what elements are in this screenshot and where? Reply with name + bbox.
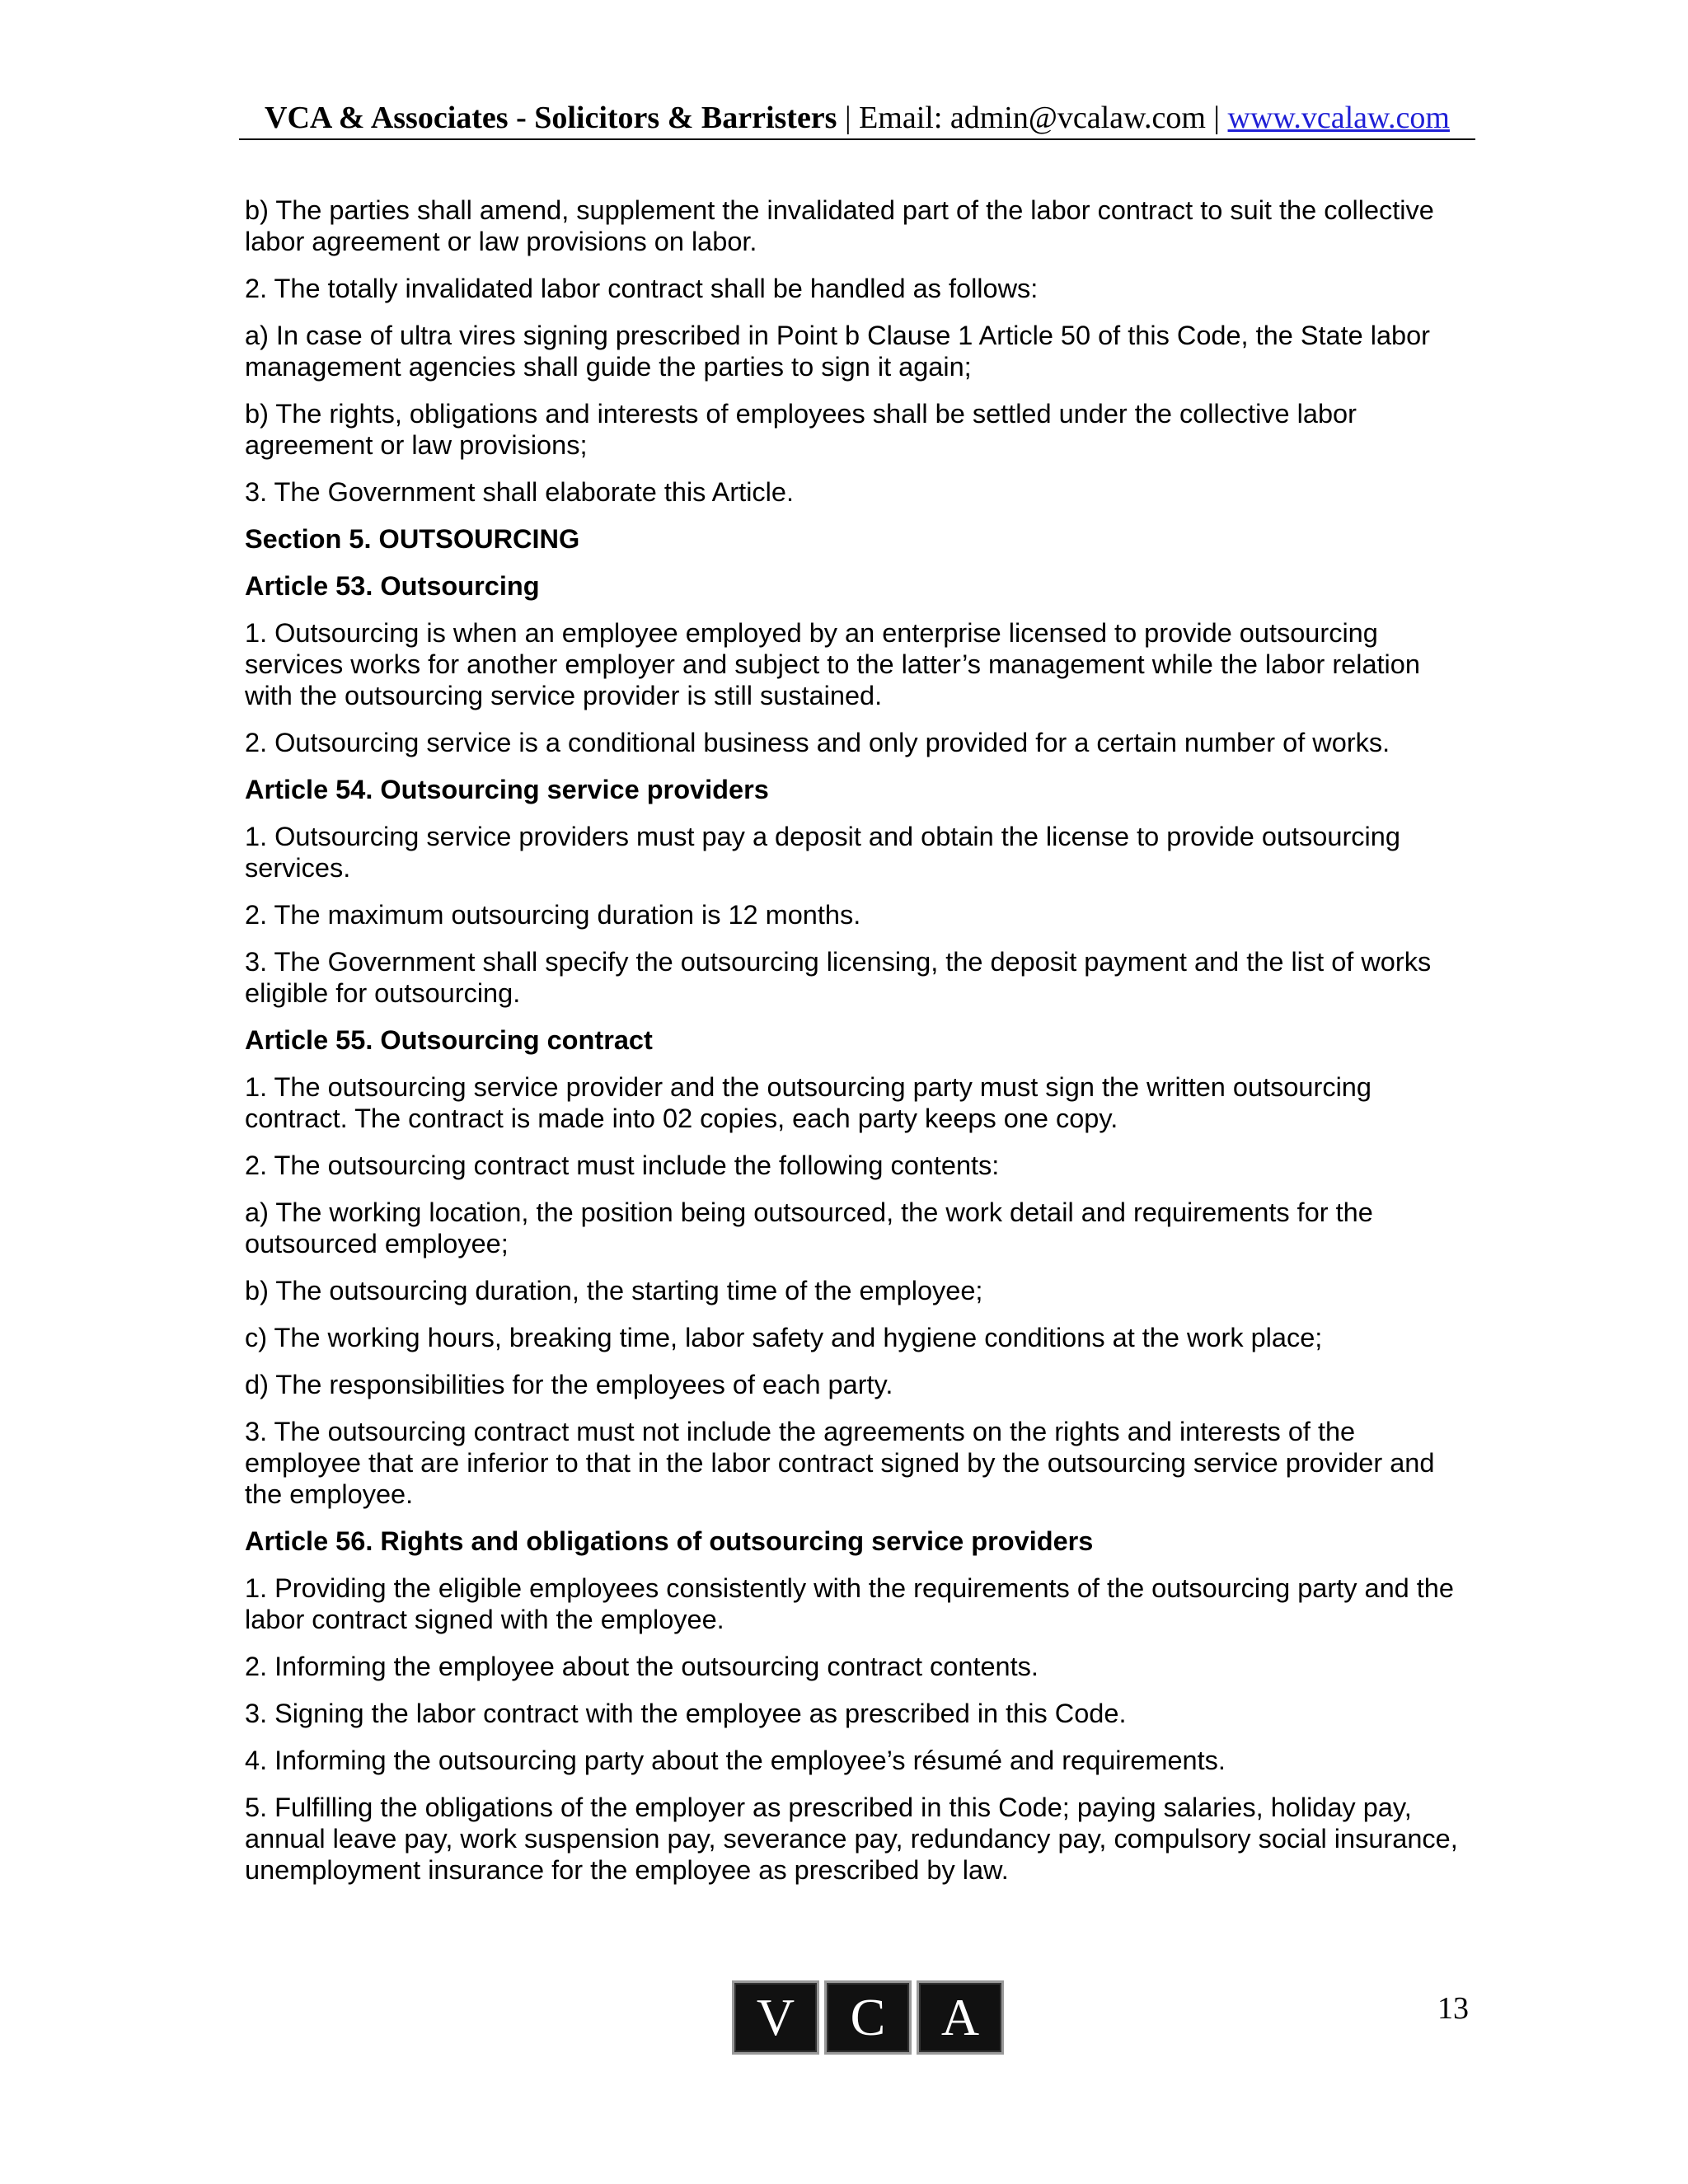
page-number: 13 <box>1437 1991 1469 2026</box>
logo-letter-a: A <box>917 1980 1004 2055</box>
section-heading: Section 5. OUTSOURCING <box>245 524 580 554</box>
logo-letter-v: V <box>732 1980 819 2055</box>
paragraph: c) The working hours, breaking time, labor safety and hygiene conditions at the work place; <box>245 1323 1323 1352</box>
page-header <box>239 97 1475 140</box>
firm-name: VCA & Associates - Solicitors & Barristers <box>265 101 837 135</box>
paragraph: 2. The maximum outsourcing duration is 12 months. <box>245 900 861 930</box>
paragraph: b) The outsourcing duration, the starting time of the employee; <box>245 1276 983 1305</box>
paragraph: b) The parties shall amend, supplement the invalidated part of the labor contract to suit the collective labor agreement or law provisions on labor. <box>245 195 1434 256</box>
paragraph: a) The working location, the position being outsourced, the work detail and requirements for the outsourced employee; <box>245 1197 1373 1258</box>
paragraph: 1. The outsourcing service provider and the outsourcing party must sign the written outsourcing contract. The contract is made into 02 copies, each party keeps one copy. <box>245 1072 1372 1133</box>
article-heading: Article 56. Rights and obligations of outsourcing service providers <box>245 1526 1094 1556</box>
paragraph: b) The rights, obligations and interests of employees shall be settled under the collective labor agreement or law provisions; <box>245 399 1357 460</box>
paragraph: 4. Informing the outsourcing party about the employee’s résumé and requirements. <box>245 1746 1226 1775</box>
paragraph: 2. The totally invalidated labor contract shall be handled as follows: <box>245 274 1039 303</box>
header-email: Email: admin@vcalaw.com <box>859 101 1206 135</box>
article-heading: Article 55. Outsourcing contract <box>245 1025 653 1055</box>
paragraph: 3. The outsourcing contract must not include the agreements on the rights and interests of the employee that are inferior to that in the labor contract signed by the outsourcing service provider and the employee. <box>245 1417 1435 1509</box>
article-heading: Article 53. Outsourcing <box>245 571 540 601</box>
paragraph: 1. Providing the eligible employees consistently with the requirements of the outsourcing party and the labor contract signed with the employee. <box>245 1573 1454 1634</box>
paragraph: 3. The Government shall elaborate this Article. <box>245 477 794 507</box>
paragraph: 2. The outsourcing contract must include the following contents: <box>245 1151 1000 1180</box>
article-heading: Article 54. Outsourcing service providers <box>245 775 769 804</box>
paragraph: 5. Fulfilling the obligations of the employer as prescribed in this Code; paying salaries, holiday pay, annual leave pay, work suspension pay, severance pay, redundancy pay, compulsory social insurance, unemployment insurance for the employee as prescribed by law. <box>245 1793 1458 1885</box>
paragraph: 2. Outsourcing service is a conditional business and only provided for a certain number of works. <box>245 728 1390 757</box>
header-separator: | <box>1205 101 1228 135</box>
header-separator: | <box>837 101 860 135</box>
paragraph: 2. Informing the employee about the outsourcing contract contents. <box>245 1652 1039 1681</box>
logo-letter-c: C <box>824 1980 912 2055</box>
paragraph: a) In case of ultra vires signing prescribed in Point b Clause 1 Article 50 of this Code, the State labor management agencies shall guide the parties to sign it again; <box>245 321 1430 382</box>
paragraph: d) The responsibilities for the employees of each party. <box>245 1370 893 1399</box>
paragraph: 1. Outsourcing is when an employee employed by an enterprise licensed to provide outsourcing services works for another employer and subject to the latter’s management while the labor relation with the outsourcing service provider is still sustained. <box>245 618 1420 710</box>
paragraph: 1. Outsourcing service providers must pay a deposit and obtain the license to provide outsourcing services. <box>245 822 1400 883</box>
paragraph: 3. The Government shall specify the outsourcing licensing, the deposit payment and the list of works eligible for outsourcing. <box>245 947 1432 1008</box>
website-link[interactable]: www.vcalaw.com <box>1227 101 1450 135</box>
paragraph: 3. Signing the labor contract with the employee as prescribed in this Code. <box>245 1699 1127 1728</box>
vca-logo <box>732 1980 1004 2055</box>
document-body <box>245 194 1473 1901</box>
